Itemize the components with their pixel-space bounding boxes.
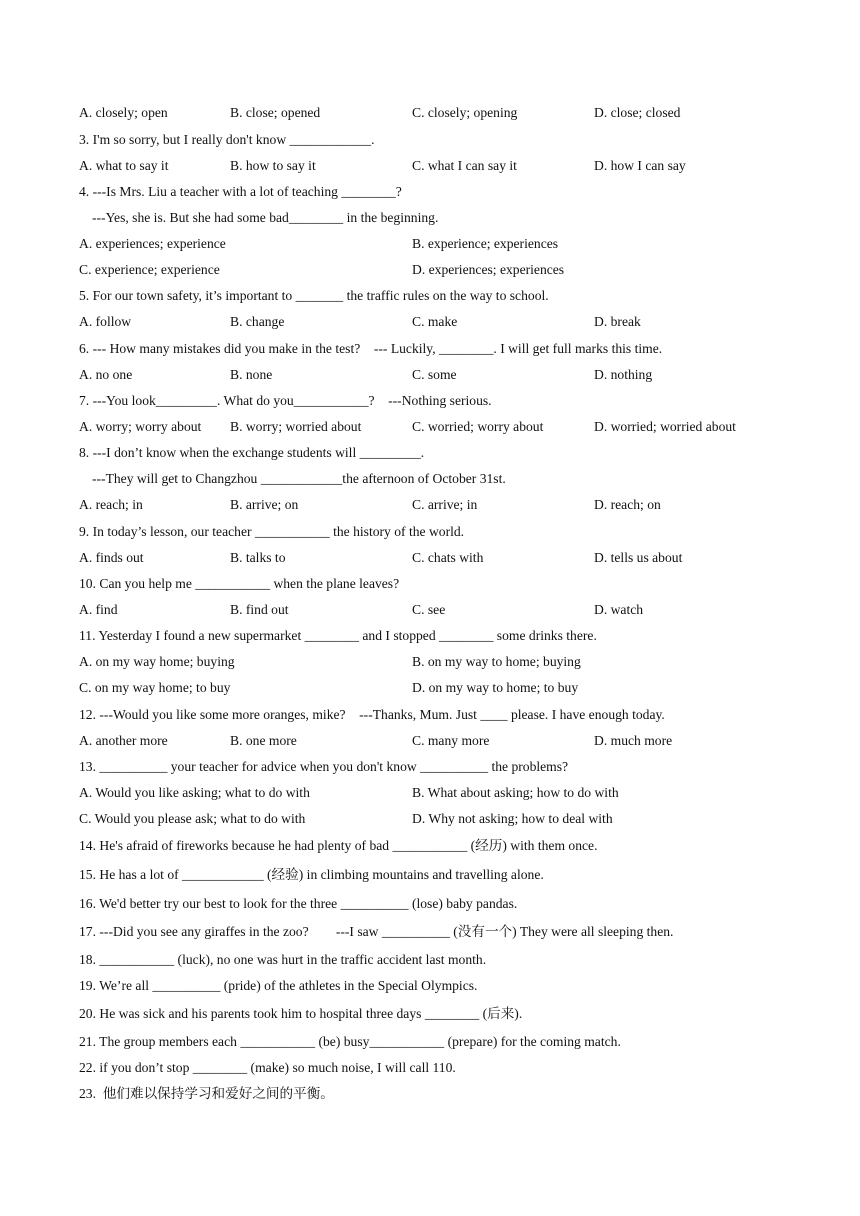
answer-option: A. experiences; experience	[79, 236, 226, 251]
question-text: 18. ___________ (luck), no one was hurt in the traffic accident last month.	[79, 952, 487, 967]
answer-option: B. how to say it	[230, 158, 316, 173]
answer-option: A. another more	[79, 733, 168, 748]
answer-option: A. reach; in	[79, 497, 143, 512]
answer-option: C. experience; experience	[79, 262, 220, 277]
answer-option: A. closely; open	[79, 105, 168, 120]
answer-option: C. arrive; in	[412, 497, 478, 512]
question-text: 5. For our town safety, it’s important to _______ the traffic rules on the way to school.	[79, 288, 549, 303]
answer-option: A. follow	[79, 314, 132, 329]
question-text: 4. ---Is Mrs. Liu a teacher with a lot of teaching ________?	[79, 184, 402, 199]
answer-option: D. much more	[594, 733, 673, 748]
question-text: 19. We’re all __________ (pride) of the athletes in the Special Olympics.	[79, 978, 478, 993]
question-text: 23. 他们难以保持学习和爱好之间的平衡。	[79, 1086, 334, 1101]
question-text: 12. ---Would you like some more oranges, mike? ---Thanks, Mum. Just ____ please. I have enough today.	[79, 707, 665, 722]
answer-option: C. many more	[412, 733, 490, 748]
question-text: 7. ---You look_________. What do you___________? ---Nothing serious.	[79, 393, 492, 408]
question-text: 14. He's afraid of fireworks because he had plenty of bad ___________ (经历) with them once.	[79, 838, 598, 853]
answer-option: B. one more	[230, 733, 297, 748]
question-text: 17. ---Did you see any giraffes in the zoo? ---I saw __________ (没有一个) They were all sleeping then.	[79, 924, 674, 939]
question-text: 8. ---I don’t know when the exchange students will _________.	[79, 445, 425, 460]
question-text: 3. I'm so sorry, but I really don't know ____________.	[79, 132, 375, 147]
question-text: 13. __________ your teacher for advice when you don't know __________ the problems?	[79, 759, 569, 774]
answer-option: D. break	[594, 314, 641, 329]
answer-option: C. chats with	[412, 550, 484, 565]
answer-option: B. talks to	[230, 550, 286, 565]
answer-option: B. on my way to home; buying	[412, 654, 581, 669]
answer-option: C. on my way home; to buy	[79, 680, 231, 695]
question-text: 20. He was sick and his parents took him to hospital three days ________ (后来).	[79, 1006, 523, 1021]
question-text: 10. Can you help me ___________ when the plane leaves?	[79, 576, 400, 591]
answer-option: D. experiences; experiences	[412, 262, 565, 277]
answer-option: B. close; opened	[230, 105, 321, 120]
answer-option: B. arrive; on	[230, 497, 299, 512]
dialogue-line: ---They will get to Changzhou ____________the afternoon of October 31st.	[92, 471, 506, 486]
answer-option: C. Would you please ask; what to do with	[79, 811, 306, 826]
answer-option: A. no one	[79, 367, 133, 382]
answer-option: D. on my way to home; to buy	[412, 680, 579, 695]
answer-option: A. worry; worry about	[79, 419, 202, 434]
answer-option: B. none	[230, 367, 273, 382]
answer-option: C. worried; worry about	[412, 419, 544, 434]
answer-option: D. Why not asking; how to deal with	[412, 811, 613, 826]
answer-option: D. worried; worried about	[594, 419, 736, 434]
answer-option: B. worry; worried about	[230, 419, 362, 434]
answer-option: B. find out	[230, 602, 289, 617]
question-text: 21. The group members each ___________ (be) busy___________ (prepare) for the coming match.	[79, 1034, 621, 1049]
answer-option: D. nothing	[594, 367, 653, 382]
answer-option: D. tells us about	[594, 550, 683, 565]
answer-option: C. some	[412, 367, 457, 382]
answer-option: C. closely; opening	[412, 105, 518, 120]
question-text: 11. Yesterday I found a new supermarket ________ and I stopped ________ some drinks there.	[79, 628, 597, 643]
question-text: 15. He has a lot of ____________ (经验) in climbing mountains and travelling alone.	[79, 867, 544, 882]
question-text: 22. if you don’t stop ________ (make) so much noise, I will call 110.	[79, 1060, 456, 1075]
answer-option: A. on my way home; buying	[79, 654, 235, 669]
answer-option: A. Would you like asking; what to do with	[79, 785, 310, 800]
answer-option: B. change	[230, 314, 285, 329]
answer-option: D. close; closed	[594, 105, 681, 120]
question-text: 9. In today’s lesson, our teacher ___________ the history of the world.	[79, 524, 465, 539]
answer-option: D. reach; on	[594, 497, 661, 512]
answer-option: C. what I can say it	[412, 158, 517, 173]
question-text: 6. --- How many mistakes did you make in the test? --- Luckily, ________. I will get full marks this time.	[79, 341, 663, 356]
answer-option: A. finds out	[79, 550, 144, 565]
dialogue-line: ---Yes, she is. But she had some bad________ in the beginning.	[92, 210, 439, 225]
answer-option: B. What about asking; how to do with	[412, 785, 619, 800]
answer-option: D. how I can say	[594, 158, 686, 173]
answer-option: C. make	[412, 314, 458, 329]
answer-option: A. what to say it	[79, 158, 169, 173]
question-text: 16. We'd better try our best to look for the three __________ (lose) baby pandas.	[79, 896, 518, 911]
answer-option: D. watch	[594, 602, 644, 617]
answer-option: A. find	[79, 602, 118, 617]
answer-option: C. see	[412, 602, 446, 617]
answer-option: B. experience; experiences	[412, 236, 559, 251]
